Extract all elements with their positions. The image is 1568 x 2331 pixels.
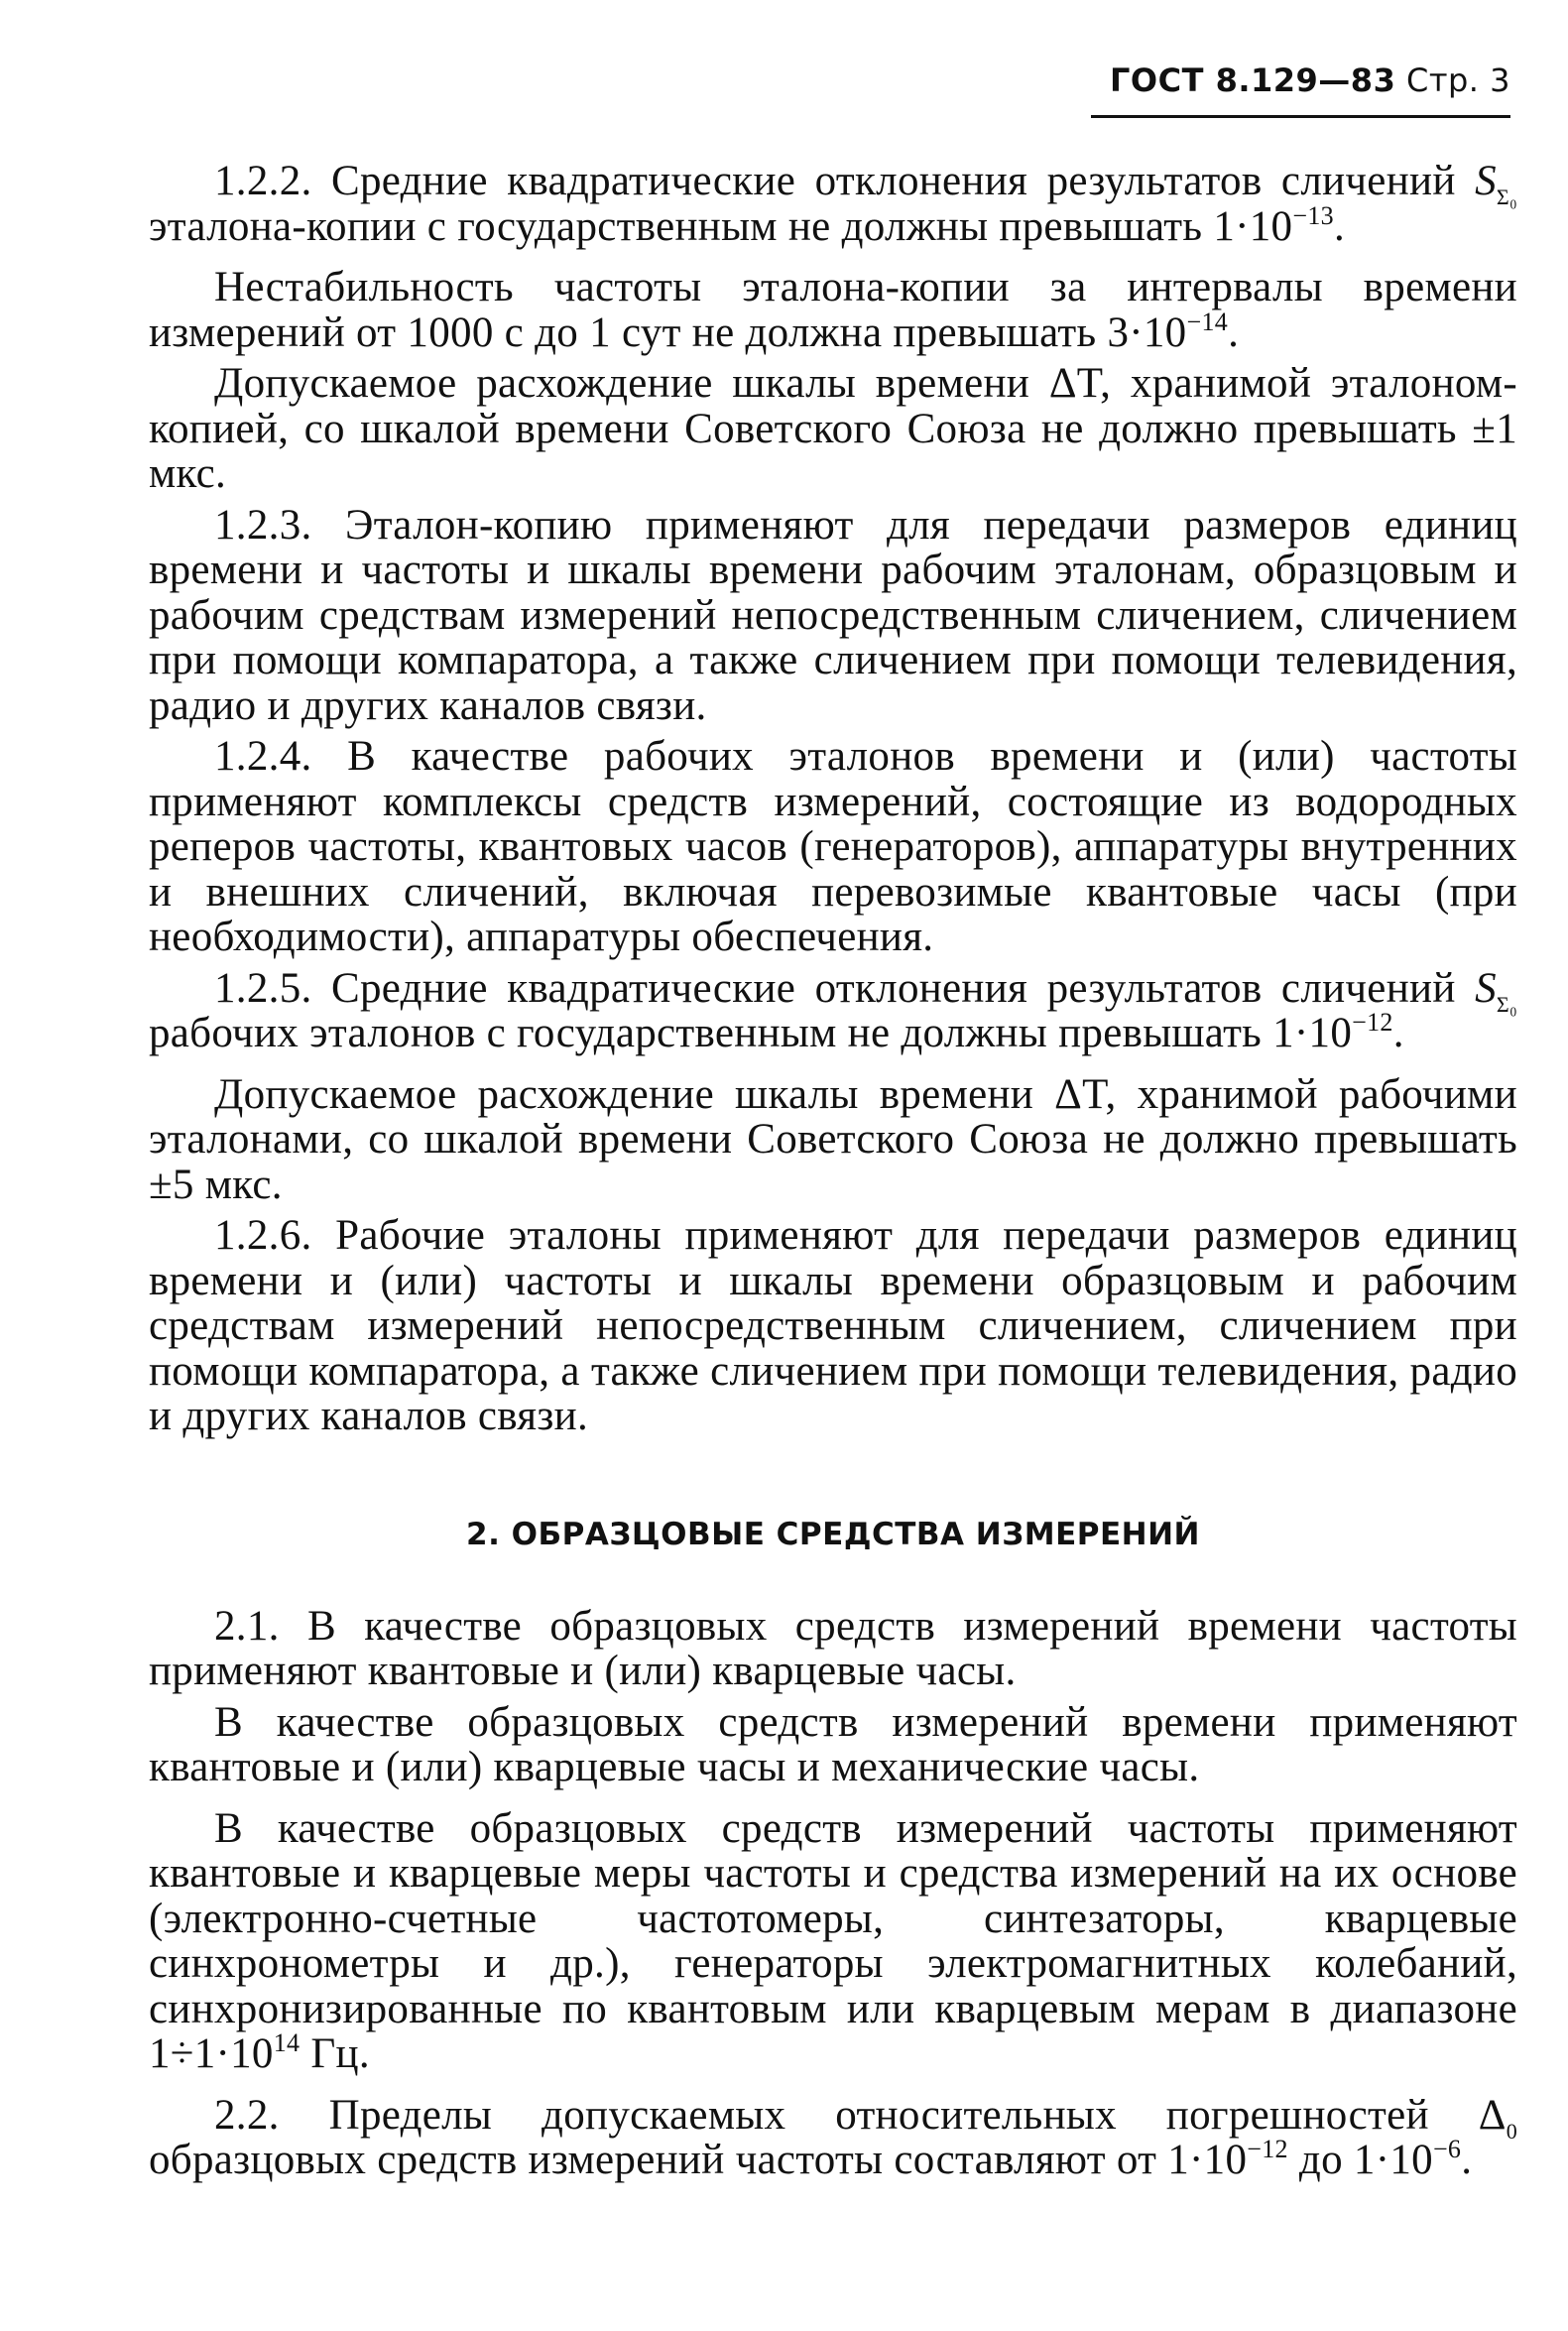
paragraph-divergence-working: Допускаемое расхождение шкалы времени ΔT, хранимой рабочими эталонами, со шкалой времени Советского Союза не должно превышать ±5 мкс. — [149, 1070, 1517, 1208]
math-subscript: 0 — [1506, 2118, 1517, 2144]
math-symbol: S — [1475, 964, 1497, 1012]
paragraph-1-2-6: 1.2.6. Рабочие эталоны применяют для передачи размеров единиц времени и (или) частоты и шкалы времени образцовым и рабочим средствам измерений непосредственным сличением, сличением при помощи компаратора, а также сличением при помощи телевидения, радио и других каналов связи. — [149, 1212, 1517, 1439]
header-rule — [1091, 115, 1510, 118]
paragraph-2-1: 2.1. В качестве образцовых средств измерений времени частоты применяют квантовые и (или) кварцевые часы. — [149, 1602, 1517, 1694]
math-symbol: S — [1475, 158, 1497, 204]
math-subscript: Σ₀ — [1496, 184, 1517, 209]
math-exponent: 14 — [273, 2028, 301, 2057]
page-header — [1110, 61, 1510, 99]
math-exponent: −14 — [1186, 307, 1229, 336]
paragraph-2-2: 2.2. Пределы допускаемых относительных погрешностей $\Delta_0$ образцовых средств измерений частоты составляют от $1\cdot 10^{-12}$ до $1\cdot 10^{-6}$. — [149, 2091, 1517, 2183]
paragraph-divergence-copy: Допускаемое расхождение шкалы времени ΔT, хранимой эталоном-копией, со шкалой времени Советского Союза не должно превышать ±1 мкс. — [149, 360, 1517, 497]
math-subscript: Σ₀ — [1496, 991, 1517, 1017]
math-exponent: −12 — [1247, 2135, 1288, 2163]
paragraph-frequency-instruments: В качестве образцовых средств измерений частоты применяют квантовые и кварцевые меры частоты и средства измерений на их основе (электронно-счетные частотомеры, синтезаторы, кварцевые синхронометры и др.), генераторы электромагнитных колебаний, синхронизированные по квантовым или кварцевым мерам в диапазоне $1\div 1\cdot 10^{14}$ Гц. — [149, 1804, 1517, 2077]
page-number: Стр. 3 — [1406, 61, 1510, 99]
paragraph-1-2-4: 1.2.4. В качестве рабочих эталонов времени и (или) частоты применяют комплексы средств измерений, состоящие из водородных реперов частоты, квантовых часов (генераторов), аппаратуры внутренних и внешних сличений, включая перевозимые квантовые часы (при необходимости), аппаратуры обеспечения. — [149, 733, 1517, 960]
math-exponent: −6 — [1432, 2135, 1462, 2163]
section-heading: 2. ОБРАЗЦОВЫЕ СРЕДСТВА ИЗМЕРЕНИЙ — [466, 1516, 1200, 1552]
math-exponent: −12 — [1352, 1008, 1393, 1037]
paragraph-time-instruments: В качестве образцовых средств измерений времени применяют квантовые и (или) кварцевые часы и механические часы. — [149, 1698, 1517, 1790]
paragraph-1-2-5: 1.2.5. Средние квадратические отклонения результатов сличений $S_{\Sigma_0}$ рабочих эталонов с государственным не должны превышать $1\cdot 10^{-12}$. — [149, 964, 1517, 1056]
math-symbol: Δ — [1478, 2091, 1507, 2139]
paragraph-1-2-2: 1.2.2. Средние квадратические отклонения результатов сличений $S_{\Sigma_0}$ эталона-копии с государственным не должны превышать $1\cdot 10^{-13}$. — [149, 158, 1517, 250]
document-body — [149, 159, 1517, 2183]
standard-number: ГОСТ 8.129—83 — [1110, 61, 1396, 99]
math-exponent: −13 — [1292, 200, 1334, 230]
paragraph-1-2-3: 1.2.3. Эталон-копию применяют для передачи размеров единиц времени и частоты и шкалы времени рабочим эталонам, образцовым и рабочим средствам измерений непосредственным сличением, сличением при помощи компаратора, а также сличением при помощи телевидения, радио и других каналов связи. — [149, 501, 1517, 729]
paragraph-instability: Нестабильность частоты эталона-копии за интервалы времени измерений от 1000 с до 1 сут не должна превышать $3\cdot 10^{-14}$. — [149, 264, 1517, 356]
